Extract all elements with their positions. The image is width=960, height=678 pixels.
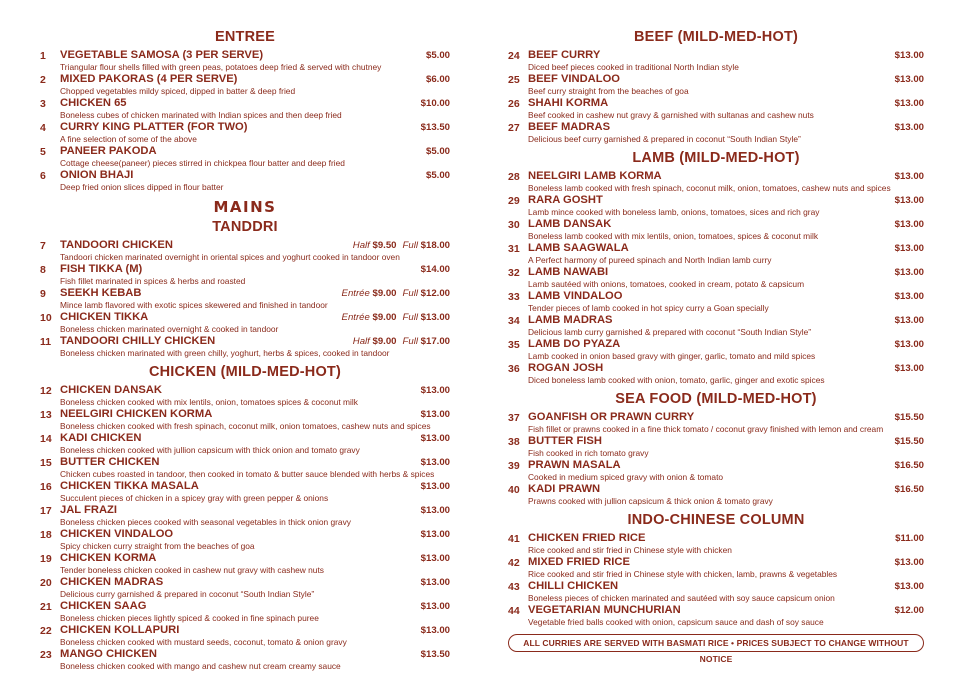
item-name: RARA GOSHT — [528, 194, 603, 206]
item-price: $13.00 — [894, 219, 924, 230]
item-description: Diced beef pieces cooked in traditional North Indian style — [528, 62, 739, 72]
item-name: LAMB VINDALOO — [528, 290, 623, 302]
item-description: Beef curry straight from the beaches of goa — [528, 86, 689, 96]
item-description: Lamb cooked in onion based gravy with ginger, garlic, tomato and mild spices — [528, 351, 816, 361]
item-name: CHICKEN KORMA — [60, 552, 157, 564]
menu-item-22 — [40, 624, 450, 648]
item-price: $13.00 — [420, 577, 450, 588]
item-price: $13.00 — [894, 315, 924, 326]
item-name: BUTTER CHICKEN — [60, 456, 160, 468]
item-price: $13.00 — [894, 339, 924, 350]
item-description: Boneless chicken pieces lightly spiced & cooked in fine spinach puree — [60, 613, 319, 623]
menu-item-29 — [508, 194, 924, 218]
item-name: CHICKEN SAAG — [60, 600, 147, 612]
item-number: 4 — [40, 122, 46, 134]
item-name: JAL FRAZI — [60, 504, 117, 516]
item-name: KADI PRAWN — [528, 483, 601, 495]
item-description: Boneless pieces of chicken marinated and sautéed with soy sauce capsicum onion — [528, 593, 835, 603]
item-description: Boneless lamb cooked with mix lentils, onion, tomatoes, spices & coconut milk — [528, 231, 819, 241]
menu-item-6 — [40, 169, 450, 193]
item-number: 5 — [40, 146, 46, 158]
price-variant-value: $9.00 — [372, 336, 397, 347]
item-number: 1 — [40, 50, 46, 62]
menu-item-44 — [508, 604, 924, 628]
item-price: $13.00 — [420, 625, 450, 636]
price-variant-value: $13.00 — [420, 312, 450, 323]
item-name: CHICKEN FRIED RICE — [528, 532, 646, 544]
menu-item-31 — [508, 242, 924, 266]
menu-item-32 — [508, 266, 924, 290]
item-name: ROGAN JOSH — [528, 362, 604, 374]
item-name: PRAWN MASALA — [528, 459, 621, 471]
menu-item-42 — [508, 556, 924, 580]
item-price: $13.00 — [894, 50, 924, 61]
item-number: 44 — [508, 605, 520, 617]
item-name: KADI CHICKEN — [60, 432, 142, 444]
item-description: Chopped vegetables mildy spiced, dipped in batter & deep fried — [60, 86, 296, 96]
menu-item-17 — [40, 504, 450, 528]
item-description: Triangular flour shells filled with green peas, potatoes deep fried & served with chutney — [60, 62, 382, 72]
price-variant-label: Full — [402, 288, 418, 299]
menu-item-33 — [508, 290, 924, 314]
menu-item-41 — [508, 532, 924, 556]
item-number: 19 — [40, 553, 52, 565]
item-price: $13.00 — [894, 171, 924, 182]
menu-item-4 — [40, 121, 450, 145]
menu-item-12 — [40, 384, 450, 408]
item-price: $13.00 — [420, 553, 450, 564]
item-name: NEELGIRI LAMB KORMA — [528, 170, 662, 182]
item-description: Boneless chicken cooked with jullion capsicum with thick onion and tomato gravy — [60, 445, 360, 455]
menu-item-39 — [508, 459, 924, 483]
item-description: Boneless lamb cooked with fresh spinach, coconut milk, onion, tomatoes, cashew nuts and spices — [528, 183, 891, 193]
item-description: Deep fried onion slices dipped in flour batter — [60, 182, 224, 192]
section-title-mains: MAINS — [213, 198, 277, 216]
menu-item-20 — [40, 576, 450, 600]
item-description: Fish fillet or prawns cooked in a fine thick tomato / coconut gravy finished with lemon and cream — [528, 424, 884, 434]
item-description: Boneless chicken cooked with fresh spinach, coconut milk, onion tomatoes, cashew nuts and spices — [60, 421, 431, 431]
item-description: Lamb mince cooked with boneless lamb, onions, tomatoes, sices and rich gray — [528, 207, 820, 217]
item-price: $13.00 — [894, 267, 924, 278]
section-title-lamb-mild-med-hot: LAMB (MILD-MED-HOT) — [632, 150, 800, 166]
item-description: Prawns cooked with jullion capsicum & thick onion & tomato gravy — [528, 496, 773, 506]
item-price — [353, 336, 450, 347]
item-name: BUTTER FISH — [528, 435, 602, 447]
item-price: $13.00 — [420, 385, 450, 396]
item-name: CHICKEN TIKKA — [60, 311, 149, 323]
item-price: $15.50 — [894, 412, 924, 423]
item-description: Delicious curry garnished & prepared in coconut “South Indian Style” — [60, 589, 315, 599]
menu-item-40 — [508, 483, 924, 507]
item-price: $6.00 — [425, 74, 450, 85]
menu-item-2 — [40, 73, 450, 97]
item-price: $13.00 — [894, 74, 924, 85]
item-description: Spicy chicken curry straight from the beaches of goa — [60, 541, 255, 551]
item-price: $13.00 — [420, 529, 450, 540]
item-number: 12 — [40, 385, 52, 397]
menu-item-23 — [40, 648, 450, 672]
item-name: CHICKEN 65 — [60, 97, 127, 109]
item-number: 13 — [40, 409, 52, 421]
menu-item-34 — [508, 314, 924, 338]
menu-item-18 — [40, 528, 450, 552]
item-number: 38 — [508, 436, 520, 448]
item-description: Vegetable fried balls cooked with onion, capsicum sauce and dash of soy sauce — [528, 617, 824, 627]
item-number: 39 — [508, 460, 520, 472]
item-name: PANEER PAKODA — [60, 145, 157, 157]
item-description: Tender boneless chicken cooked in cashew nut gravy with cashew nuts — [60, 565, 324, 575]
item-price: $16.50 — [894, 460, 924, 471]
item-name: LAMB DANSAK — [528, 218, 612, 230]
item-name: CHICKEN KOLLAPURI — [60, 624, 180, 636]
item-description: Chicken cubes roasted in tandoor, then cooked in tomato & butter sauce blended with herbs & spices — [60, 469, 435, 479]
item-price: $13.00 — [894, 581, 924, 592]
item-price: $13.00 — [420, 505, 450, 516]
item-name: VEGETABLE SAMOSA (3 PER SERVE) — [60, 49, 264, 61]
item-description: Lamb sautéed with onions, tomatoes, cooked in cream, potato & capsicum — [528, 279, 805, 289]
item-number: 17 — [40, 505, 52, 517]
item-price: $13.00 — [894, 122, 924, 133]
menu-item-14 — [40, 432, 450, 456]
item-number: 7 — [40, 240, 46, 252]
menu-item-13 — [40, 408, 450, 432]
item-price: $13.50 — [420, 649, 450, 660]
item-name: MIXED PAKORAS (4 PER SERVE) — [60, 73, 238, 85]
item-description: Boneless chicken cooked with mustard seeds, coconut, tomato & onion gravy — [60, 637, 347, 647]
menu-item-5 — [40, 145, 450, 169]
item-price: $13.00 — [420, 457, 450, 468]
menu-item-24 — [508, 49, 924, 73]
item-price: $13.00 — [894, 363, 924, 374]
menu-item-35 — [508, 338, 924, 362]
item-price: $5.00 — [425, 146, 450, 157]
item-description: Diced boneless lamb cooked with onion, tomato, garlic, ginger and exotic spices — [528, 375, 825, 385]
menu-column-left — [40, 24, 450, 672]
item-number: 16 — [40, 481, 52, 493]
item-price: $5.00 — [425, 170, 450, 181]
item-price: $13.00 — [894, 291, 924, 302]
item-number: 29 — [508, 195, 520, 207]
item-description: Tender pieces of lamb cooked in hot spicy curry a Goan specially — [528, 303, 769, 313]
item-number: 42 — [508, 557, 520, 569]
item-description: Delicious lamb curry garnished & prepared with coconut “South Indian Style” — [528, 327, 812, 337]
price-variant-label: Full — [402, 312, 418, 323]
menu-item-9 — [40, 287, 450, 311]
item-name: VEGETARIAN MUNCHURIAN — [528, 604, 681, 616]
item-number: 31 — [508, 243, 520, 255]
item-description: A fine selection of some of the above — [60, 134, 197, 144]
menu-item-7 — [40, 239, 450, 263]
item-description: Boneless chicken cooked with mango and cashew nut cream creamy sauce — [60, 661, 341, 671]
price-variant-value: $9.00 — [372, 288, 397, 299]
item-price: $13.00 — [420, 433, 450, 444]
item-name: ONION BHAJI — [60, 169, 134, 181]
menu-item-26 — [508, 97, 924, 121]
item-description: Boneless chicken marinated with green chilly, yoghurt, herbs & spices, cooked in tandoor — [60, 348, 390, 358]
item-name: MANGO CHICKEN — [60, 648, 157, 660]
item-name: FISH TIKKA (M) — [60, 263, 143, 275]
item-name: CHICKEN VINDALOO — [60, 528, 174, 540]
item-price: $14.00 — [420, 264, 450, 275]
section-title-sea-food-mild-med-hot: SEA FOOD (MILD-MED-HOT) — [615, 391, 817, 407]
price-variant-value: $17.00 — [420, 336, 450, 347]
item-price: $13.00 — [894, 243, 924, 254]
price-variant-value: $12.00 — [420, 288, 450, 299]
item-number: 34 — [508, 315, 520, 327]
item-price — [342, 288, 450, 299]
menu-item-21 — [40, 600, 450, 624]
menu-item-16 — [40, 480, 450, 504]
menu-item-19 — [40, 552, 450, 576]
item-name: SHAHI KORMA — [528, 97, 609, 109]
item-name: CHICKEN MADRAS — [60, 576, 164, 588]
menu-item-28 — [508, 170, 924, 194]
item-description: A Perfect harmony of pureed spinach and North Indian lamb curry — [528, 255, 772, 265]
item-number: 9 — [40, 288, 46, 300]
item-number: 8 — [40, 264, 46, 276]
item-description: Boneless chicken cooked with mix lentils, onion, tomatoes spices & coconut milk — [60, 397, 358, 407]
item-name: BEEF VINDALOO — [528, 73, 620, 85]
item-number: 27 — [508, 122, 520, 134]
item-price: $13.00 — [894, 557, 924, 568]
section-title-beef-mild-med-hot: BEEF (MILD-MED-HOT) — [633, 29, 799, 45]
item-number: 3 — [40, 98, 46, 110]
item-description: Cooked in medium spiced gravy with onion & tomato — [528, 472, 724, 482]
item-number: 11 — [40, 336, 52, 348]
section-title-tanddri: TANDDRI — [212, 219, 278, 235]
item-name: TANDOORI CHILLY CHICKEN — [60, 335, 216, 347]
menu-item-25 — [508, 73, 924, 97]
item-name: TANDOORI CHICKEN — [60, 239, 173, 251]
item-name: SEEKH KEBAB — [60, 287, 142, 299]
item-description: Rice cooked and stir fried in Chinese style with chicken, lamb, prawns & vegetables — [528, 569, 838, 579]
item-number: 20 — [40, 577, 52, 589]
item-name: CHILLI CHICKEN — [528, 580, 619, 592]
item-number: 26 — [508, 98, 520, 110]
item-number: 28 — [508, 171, 520, 183]
price-variant-value: $9.50 — [372, 240, 397, 251]
item-number: 10 — [40, 312, 52, 324]
item-description: Beef cooked in cashew nut gravy & garnished with sultanas and cashew nuts — [528, 110, 814, 120]
item-name: GOANFISH OR PRAWN CURRY — [528, 411, 695, 423]
item-price: $15.50 — [894, 436, 924, 447]
item-description: Cottage cheese(paneer) pieces stirred in chickpea flour batter and deep fried — [60, 158, 345, 168]
item-name: BEEF CURRY — [528, 49, 601, 61]
item-description: Boneless chicken pieces cooked with seasonal vegetables in thick onion gravy — [60, 517, 351, 527]
price-variant-label: Full — [402, 336, 418, 347]
item-description: Fish fillet marinated in spices & herbs and roasted — [60, 276, 246, 286]
item-description: Mince lamb flavored with exotic spices skewered and finished in tandoor — [60, 300, 328, 310]
item-number: 36 — [508, 363, 520, 375]
item-number: 6 — [40, 170, 46, 182]
item-description: Succulent pieces of chicken in a spicey gray with green pepper & onions — [60, 493, 329, 503]
item-description: Fish cooked in rich tomato gravy — [528, 448, 649, 458]
menu-item-3 — [40, 97, 450, 121]
item-price: $16.50 — [894, 484, 924, 495]
price-variant-label: Entrée — [341, 288, 370, 299]
item-price: $11.00 — [895, 533, 924, 544]
section-title-chicken-mild-med-hot: CHICKEN (MILD-MED-HOT) — [148, 364, 342, 380]
item-name: LAMB SAAGWALA — [528, 242, 629, 254]
item-number: 32 — [508, 267, 520, 279]
item-number: 35 — [508, 339, 520, 351]
item-description: Delicious beef curry garnished & prepared in coconut “South Indian Style” — [528, 134, 801, 144]
menu-item-10 — [40, 311, 450, 335]
menu-footer-note: ALL CURRIES ARE SERVED WITH BASMATI RICE • PRICES SUBJECT TO CHANGE WITHOUT NOTICE — [508, 634, 924, 652]
item-name: CHICKEN DANSAK — [60, 384, 162, 396]
item-price: $13.00 — [420, 481, 450, 492]
item-price: $13.00 — [894, 98, 924, 109]
item-name: LAMB NAWABI — [528, 266, 609, 278]
item-number: 18 — [40, 529, 52, 541]
item-number: 22 — [40, 625, 52, 637]
item-number: 2 — [40, 74, 46, 86]
item-name: CHICKEN TIKKA MASALA — [60, 480, 199, 492]
item-number: 41 — [508, 533, 520, 545]
price-variant-label: Entrée — [341, 312, 370, 323]
item-number: 24 — [508, 50, 520, 62]
item-price: $13.00 — [420, 601, 450, 612]
item-number: 15 — [40, 457, 52, 469]
item-number: 21 — [40, 601, 52, 613]
item-price — [353, 240, 450, 251]
menu-item-37 — [508, 411, 924, 435]
menu-item-1 — [40, 49, 450, 73]
section-title-indo-chinese-column: INDO-CHINESE COLUMN — [627, 512, 805, 528]
menu-item-15 — [40, 456, 450, 480]
item-price: $13.00 — [894, 195, 924, 206]
item-price — [342, 312, 450, 323]
item-price: $5.00 — [425, 50, 450, 61]
menu-item-43 — [508, 580, 924, 604]
item-number: 33 — [508, 291, 520, 303]
item-number: 37 — [508, 412, 520, 424]
item-price: $12.00 — [894, 605, 924, 616]
item-number: 25 — [508, 74, 520, 86]
price-variant-value: $9.00 — [372, 312, 397, 323]
price-variant-value: $18.00 — [420, 240, 450, 251]
item-number: 30 — [508, 219, 520, 231]
item-name: MIXED FRIED RICE — [528, 556, 630, 568]
item-name: NEELGIRI CHICKEN KORMA — [60, 408, 213, 420]
menu-column-right — [508, 24, 924, 628]
item-name: BEEF MADRAS — [528, 121, 611, 133]
section-title-entree: ENTREE — [214, 29, 275, 45]
menu-item-11 — [40, 335, 450, 359]
menu-item-38 — [508, 435, 924, 459]
menu-item-8 — [40, 263, 450, 287]
item-number: 14 — [40, 433, 52, 445]
item-number: 23 — [40, 649, 52, 661]
price-variant-label: Half — [352, 240, 370, 251]
price-variant-label: Half — [352, 336, 370, 347]
item-description: Boneless cubes of chicken marinated with Indian spices and then deep fried — [60, 110, 342, 120]
item-name: CURRY KING PLATTER (FOR TWO) — [60, 121, 248, 133]
item-description: Rice cooked and stir fried in Chinese style with chicken — [528, 545, 732, 555]
menu-item-27 — [508, 121, 924, 145]
price-variant-label: Full — [402, 240, 418, 251]
item-description: Tandoori chicken marinated overnight in oriental spices and yoghurt cooked in tandoor oven — [60, 252, 400, 262]
item-name: LAMB DO PYAZA — [528, 338, 621, 350]
item-price: $13.50 — [420, 122, 450, 133]
menu-item-36 — [508, 362, 924, 386]
item-price: $10.00 — [420, 98, 450, 109]
item-number: 43 — [508, 581, 520, 593]
menu-item-30 — [508, 218, 924, 242]
item-price: $13.00 — [420, 409, 450, 420]
item-description: Boneless chicken marinated overnight & cooked in tandoor — [60, 324, 279, 334]
item-number: 40 — [508, 484, 520, 496]
item-name: LAMB MADRAS — [528, 314, 613, 326]
